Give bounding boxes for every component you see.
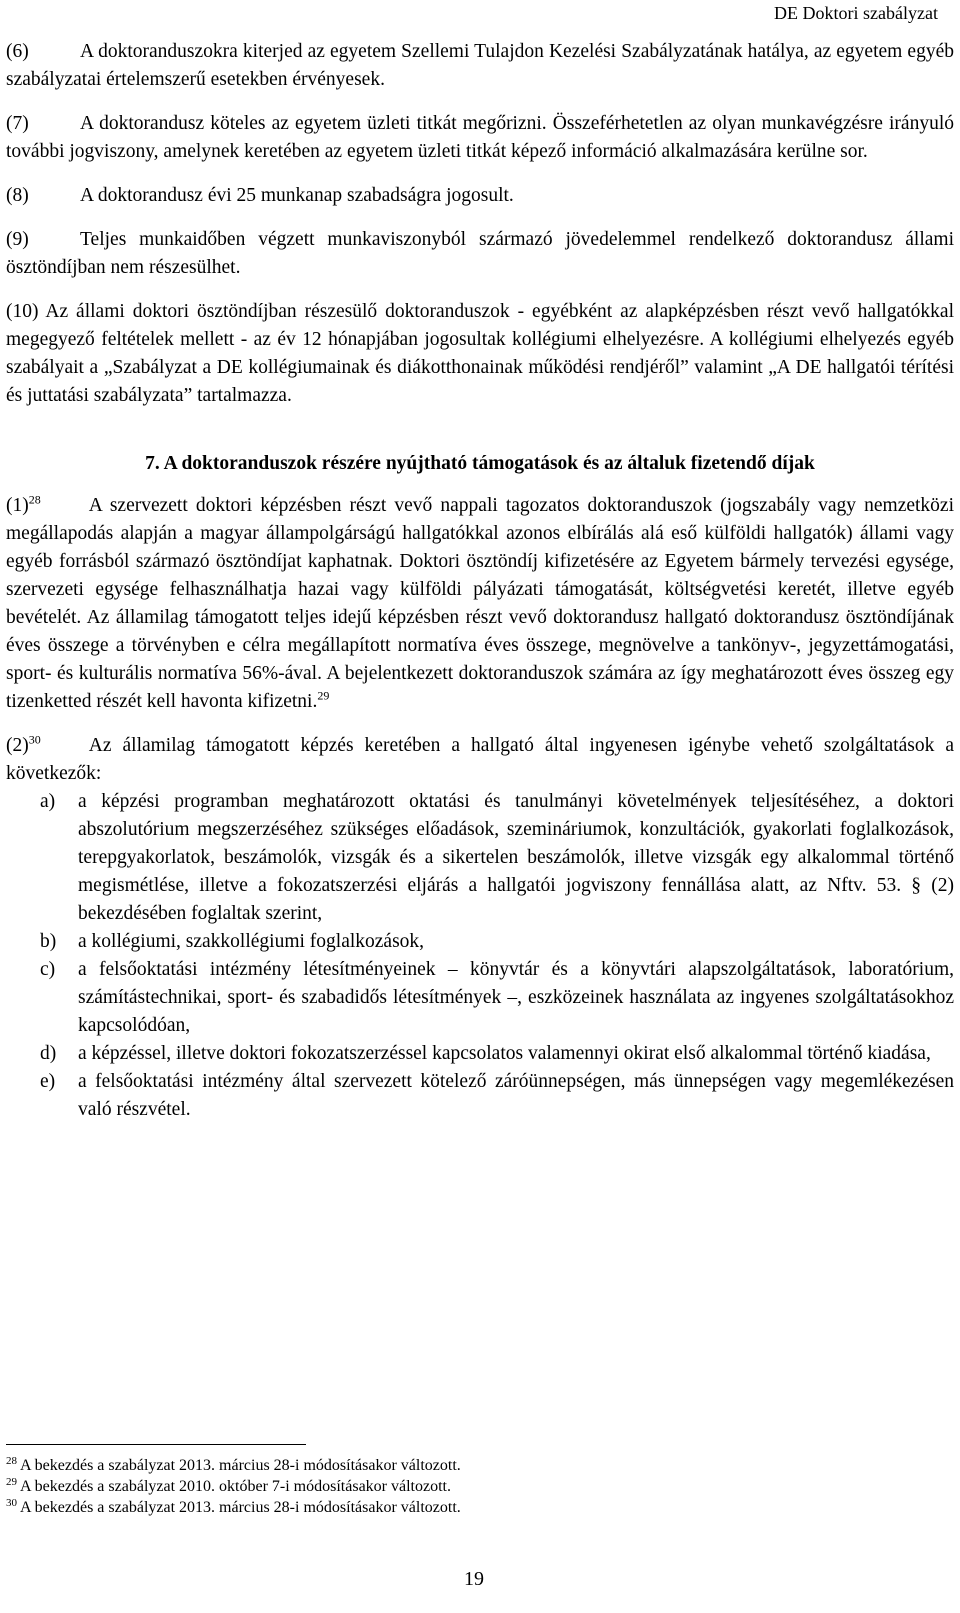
- footnote-text: A bekezdés a szabályzat 2013. március 28-i módosításakor változott.: [20, 1457, 461, 1474]
- footnote: [6, 1497, 461, 1518]
- paragraph-number: (10): [6, 301, 39, 322]
- footnote-text: A bekezdés a szabályzat 2013. március 28-i módosításakor változott.: [20, 1499, 461, 1516]
- footnotes: [6, 1455, 461, 1518]
- footnote: [6, 1476, 461, 1497]
- paragraph-number: (7): [6, 113, 29, 134]
- document-body: [6, 38, 954, 1124]
- paragraph-text: A doktoranduszokra kiterjed az egyetem Szellemi Tulajdon Kezelési Szabályzatának hatálya, az egyetem egyéb szabályzatai értelemszerű esetekben érvényesek.: [6, 41, 954, 90]
- paragraph-text: A doktorandusz évi 25 munkanap szabadságra jogosult.: [80, 185, 514, 206]
- footnote-ref[interactable]: 29: [317, 688, 330, 703]
- paragraph-number: (9): [6, 229, 29, 250]
- section-number: 7.: [145, 453, 160, 474]
- running-header: DE Doktori szabályzat: [774, 3, 938, 23]
- footnote-number: 29: [6, 1475, 17, 1488]
- subsection-2: [6, 732, 954, 788]
- list-item: [6, 788, 954, 928]
- footnote-ref[interactable]: 30: [28, 732, 41, 747]
- footnote-divider: [6, 1444, 306, 1445]
- paragraph-number: (2): [6, 735, 29, 756]
- footnote-ref[interactable]: 28: [28, 492, 41, 507]
- service-list: [6, 788, 954, 1124]
- list-item: [6, 1040, 954, 1068]
- list-item-text: a képzéssel, illetve doktori fokozatszerzéssel kapcsolatos valamennyi okirat első alkalommal történő kiadása,: [78, 1043, 931, 1064]
- list-marker: b): [40, 931, 57, 952]
- list-item: [6, 1068, 954, 1124]
- footnote: [6, 1455, 461, 1476]
- paragraph-text: A szervezett doktori képzésben részt vevő nappali tagozatos doktoranduszok (jogszabály vagy nemzetközi megállapodás alapján a magyar állampolgárságú hallgatókkal azonos elbírálás alá eső külföldi hallgatók) állami vagy egyéb forrásból származó ösztöndíjat kaphatnak. Doktori ösztöndíj kifizetésére az Egyetem bármely tervezési egysége, szervezeti egysége felhasználhatja hazai vagy külföldi pályázati támogatását, költségvetési keretét, illetve egyéb bevételét. Az államilag támogatott teljes idejű képzésben részt vevő doktorandusz hallgató doktorandusz ösztöndíjának éves összege a törvényben e célra megállapított normatíva éves összege, megnövelve a tankönyv-, jegyzettámogatási, sport- és kulturális normatíva 56%-ával. A bejelentkezett doktoranduszok számára az így meghatározott éves összeg egy tizenketted részét kell havonta kifizetni.: [6, 495, 954, 712]
- footnote-number: 28: [6, 1454, 17, 1467]
- list-item: [6, 956, 954, 1040]
- footnote-number: 30: [6, 1496, 17, 1509]
- paragraph-number: (8): [6, 185, 29, 206]
- paragraph-text: A doktorandusz köteles az egyetem üzleti titkát megőrizni. Összeférhetetlen az olyan munkavégzésre irányuló további jogviszony, amelynek keretében az egyetem üzleti titkát képező információ alkalmazására kerülne sor.: [6, 113, 954, 162]
- page-number: 19: [464, 1568, 484, 1590]
- footnote-text: A bekezdés a szabályzat 2010. október 7-i módosításakor változott.: [20, 1478, 451, 1495]
- paragraph-number: (6): [6, 41, 29, 62]
- list-item: [6, 928, 954, 956]
- paragraph-7: [6, 110, 954, 166]
- paragraph-9: [6, 226, 954, 282]
- list-item-text: a kollégiumi, szakkollégiumi foglalkozások,: [78, 931, 425, 952]
- list-item-text: a képzési programban meghatározott oktatási és tanulmányi követelmények teljesítéséhez, a doktori abszolutórium megszerzéséhez szükséges előadások, szemináriumok, konzultációk, gyakorlati foglalkozások, terepgyakorlatok, beszámolók, vizsgák és a sikertelen beszámolók, illetve vizsgák egy alkalommal történő megismétlése, illetve a fokozatszerzési eljárás a hallgatói jogviszony fennállása alatt, az Nftv. 53. § (2) bekezdésében foglaltak szerint,: [78, 791, 954, 924]
- list-marker: c): [40, 959, 56, 980]
- paragraph-text: Teljes munkaidőben végzett munkaviszonyból származó jövedelemmel rendelkező doktorandusz állami ösztöndíjban nem részesülhet.: [6, 229, 954, 278]
- paragraph-number: (1): [6, 495, 29, 516]
- paragraph-10: [6, 298, 954, 410]
- list-marker: a): [40, 791, 56, 812]
- paragraph-text: Az államilag támogatott képzés keretében a hallgató által ingyenesen igénybe vehető szolgáltatások a következők:: [6, 735, 954, 784]
- section-heading: [6, 450, 954, 478]
- list-item-text: a felsőoktatási intézmény létesítményeinek – könyvtár és a könyvtári alapszolgáltatások, laboratórium, számítástechnikai, sport- és szabadidős létesítmények –, eszközeinek használata az ingyenes szolgáltatásokhoz kapcsolódóan,: [78, 959, 954, 1036]
- paragraph-8: [6, 182, 954, 210]
- paragraph-text: Az állami doktori ösztöndíjban részesülő doktoranduszok - egyébként az alapképzésben részt vevő hallgatókkal megegyező feltételek mellett - az év 12 hónapjában jogosultak kollégiumi elhelyezésre. A kollégiumi elhelyezés egyéb szabályait a „Szabályzat a DE kollégiumainak és diákotthonainak működési rendjéről” valamint „A DE hallgatói térítési és juttatási szabályzata” tartalmazza.: [6, 301, 954, 406]
- subsection-1: [6, 492, 954, 716]
- list-marker: e): [40, 1071, 56, 1092]
- list-item-text: a felsőoktatási intézmény által szervezett kötelező záróünnepségen, más ünnepségen vagy megemlékezésen való részvétel.: [78, 1071, 954, 1120]
- paragraph-6: [6, 38, 954, 94]
- list-marker: d): [40, 1043, 57, 1064]
- section-title: A doktoranduszok részére nyújtható támogatások és az általuk fizetendő díjak: [163, 453, 815, 474]
